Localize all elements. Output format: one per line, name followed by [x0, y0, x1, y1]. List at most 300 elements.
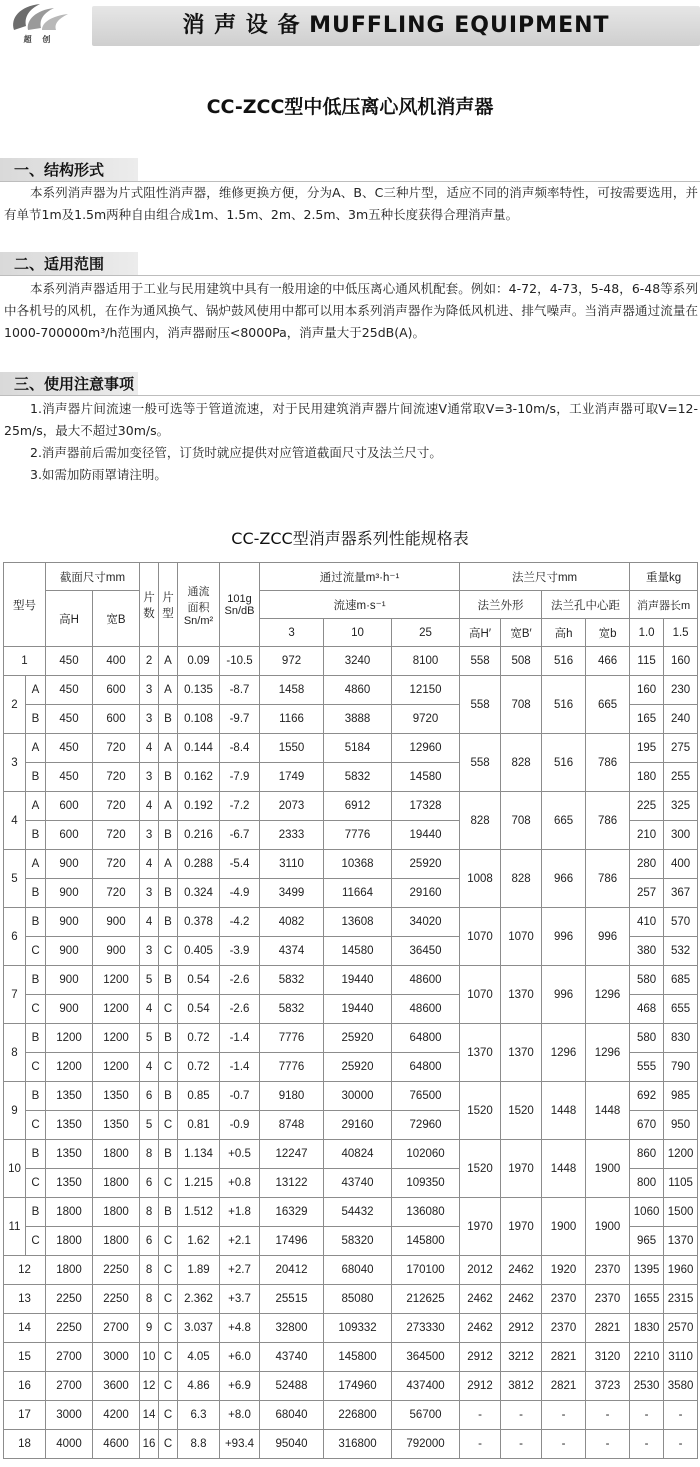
flange-cell: 2370: [542, 1285, 586, 1314]
note-item: 3.如需加防雨罩请注明。: [30, 467, 167, 482]
value-cell: -2.6: [220, 995, 260, 1024]
value-cell: +6.9: [220, 1372, 260, 1401]
weight-cell: 1500: [664, 1198, 698, 1227]
submodel-cell: B: [26, 705, 46, 734]
flange-cell: 708: [501, 792, 542, 850]
model-cell: 14: [4, 1314, 46, 1343]
flange-cell: 1520: [501, 1082, 542, 1140]
value-cell: 6.3: [178, 1401, 220, 1430]
value-cell: 1200: [46, 1053, 93, 1082]
flange-cell: 1520: [460, 1140, 501, 1198]
header-len-1: 1.0: [630, 619, 664, 647]
weight-cell: 115: [630, 647, 664, 676]
value-cell: 2250: [46, 1314, 93, 1343]
table-row: [4, 1256, 698, 1285]
value-cell: +93.4: [220, 1430, 260, 1459]
value-cell: A: [159, 676, 178, 705]
value-cell: 450: [46, 763, 93, 792]
header-model: [4, 563, 46, 647]
table-row: [4, 1401, 698, 1430]
value-cell: 76500: [392, 1082, 460, 1111]
flange-cell: 1070: [460, 966, 501, 1024]
weight-cell: 195: [630, 734, 664, 763]
flange-cell: 1296: [586, 966, 630, 1024]
value-cell: -3.9: [220, 937, 260, 966]
value-cell: 273330: [392, 1314, 460, 1343]
weight-cell: -: [630, 1401, 664, 1430]
value-cell: -8.4: [220, 734, 260, 763]
section-heading-text: 二、适用范围: [14, 255, 105, 273]
section-heading-text: 一、结构形式: [14, 161, 105, 179]
header-text: 数: [143, 607, 155, 620]
flange-cell: 1520: [460, 1082, 501, 1140]
value-cell: 14: [140, 1401, 159, 1430]
value-cell: 2250: [93, 1256, 140, 1285]
header-plate-count: [140, 563, 159, 647]
value-cell: 6912: [324, 792, 392, 821]
flange-cell: -: [460, 1430, 501, 1459]
value-cell: 3888: [324, 705, 392, 734]
header-text: Sn/m²: [183, 614, 214, 627]
submodel-cell: C: [26, 995, 46, 1024]
header-v3: 3: [260, 619, 324, 647]
value-cell: 900: [46, 937, 93, 966]
value-cell: 437400: [392, 1372, 460, 1401]
value-cell: 1200: [93, 966, 140, 995]
header-text: 片: [143, 591, 155, 604]
value-cell: 5: [140, 1111, 159, 1140]
value-cell: 9: [140, 1314, 159, 1343]
value-cell: 900: [46, 995, 93, 1024]
value-cell: 720: [93, 792, 140, 821]
weight-cell: 950: [664, 1111, 698, 1140]
value-cell: C: [159, 1314, 178, 1343]
value-cell: 4200: [93, 1401, 140, 1430]
value-cell: 4.05: [178, 1343, 220, 1372]
value-cell: C: [159, 1343, 178, 1372]
value-cell: 4: [140, 734, 159, 763]
header-v25: 25: [392, 619, 460, 647]
value-cell: 68040: [324, 1256, 392, 1285]
model-cell: 2: [4, 676, 26, 734]
value-cell: 8.8: [178, 1430, 220, 1459]
value-cell: 14580: [392, 763, 460, 792]
value-cell: 600: [46, 821, 93, 850]
weight-cell: 2315: [664, 1285, 698, 1314]
weight-cell: 400: [664, 850, 698, 879]
weight-cell: 2570: [664, 1314, 698, 1343]
spec-table: [3, 562, 698, 1459]
weight-cell: 670: [630, 1111, 664, 1140]
weight-cell: 800: [630, 1169, 664, 1198]
value-cell: 8: [140, 1198, 159, 1227]
model-cell: 7: [4, 966, 26, 1024]
model-cell: 9: [4, 1082, 26, 1140]
value-cell: 19440: [324, 966, 392, 995]
value-cell: 4.86: [178, 1372, 220, 1401]
section-heading-text: 三、使用注意事项: [14, 375, 135, 393]
value-cell: 43740: [260, 1343, 324, 1372]
submodel-cell: B: [26, 763, 46, 792]
value-cell: 0.54: [178, 966, 220, 995]
weight-cell: 255: [664, 763, 698, 792]
value-cell: 68040: [260, 1401, 324, 1430]
value-cell: 30000: [324, 1082, 392, 1111]
value-cell: 13608: [324, 908, 392, 937]
value-cell: 2: [140, 647, 159, 676]
weight-cell: 965: [630, 1227, 664, 1256]
model-cell: 16: [4, 1372, 46, 1401]
model-cell: 4: [4, 792, 26, 850]
weight-cell: 3580: [664, 1372, 698, 1401]
flange-cell: 516: [542, 734, 586, 792]
flange-cell: 1900: [542, 1198, 586, 1256]
flange-cell: 2370: [586, 1256, 630, 1285]
value-cell: C: [159, 937, 178, 966]
flange-cell: 1970: [501, 1140, 542, 1198]
value-cell: 17496: [260, 1227, 324, 1256]
header-hole-h: 高h: [542, 619, 586, 647]
table-row: [4, 1343, 698, 1372]
value-cell: -6.7: [220, 821, 260, 850]
value-cell: 0.324: [178, 879, 220, 908]
value-cell: 109350: [392, 1169, 460, 1198]
model-cell: 12: [4, 1256, 46, 1285]
table-row: [4, 1140, 698, 1169]
flange-cell: 2912: [460, 1372, 501, 1401]
value-cell: 5: [140, 966, 159, 995]
weight-cell: 985: [664, 1082, 698, 1111]
page-header: [0, 0, 700, 52]
weight-cell: 1395: [630, 1256, 664, 1285]
value-cell: 3: [140, 879, 159, 908]
table-row: [4, 1082, 698, 1111]
value-cell: 52488: [260, 1372, 324, 1401]
table-row: [4, 850, 698, 879]
flange-cell: 558: [460, 676, 501, 734]
value-cell: 9180: [260, 1082, 324, 1111]
submodel-cell: B: [26, 966, 46, 995]
value-cell: 25920: [324, 1024, 392, 1053]
flange-cell: 1008: [460, 850, 501, 908]
value-cell: 13122: [260, 1169, 324, 1198]
flange-cell: -: [586, 1401, 630, 1430]
header-plate-type: [159, 563, 178, 647]
flange-cell: 786: [586, 734, 630, 792]
value-cell: 1200: [93, 1053, 140, 1082]
value-cell: -2.6: [220, 966, 260, 995]
value-cell: C: [159, 995, 178, 1024]
value-cell: B: [159, 821, 178, 850]
value-cell: 212625: [392, 1285, 460, 1314]
flange-cell: 665: [586, 676, 630, 734]
value-cell: 1800: [93, 1198, 140, 1227]
header-len-15: 1.5: [664, 619, 698, 647]
flange-cell: 3723: [586, 1372, 630, 1401]
value-cell: 8: [140, 1256, 159, 1285]
header-flange-b: 宽B′: [501, 619, 542, 647]
weight-cell: 240: [664, 705, 698, 734]
value-cell: +1.8: [220, 1198, 260, 1227]
submodel-cell: B: [26, 1082, 46, 1111]
value-cell: 0.162: [178, 763, 220, 792]
flange-cell: 1370: [460, 1024, 501, 1082]
value-cell: 2700: [93, 1314, 140, 1343]
value-cell: 0.72: [178, 1053, 220, 1082]
value-cell: 2333: [260, 821, 324, 850]
value-cell: +8.0: [220, 1401, 260, 1430]
value-cell: B: [159, 879, 178, 908]
value-cell: 36450: [392, 937, 460, 966]
submodel-cell: B: [26, 821, 46, 850]
flange-cell: -: [501, 1430, 542, 1459]
value-cell: 56700: [392, 1401, 460, 1430]
value-cell: 40824: [324, 1140, 392, 1169]
value-cell: 64800: [392, 1053, 460, 1082]
header-hole-b: 宽b: [586, 619, 630, 647]
header-flange-outer: 法兰外形: [460, 591, 542, 619]
value-cell: A: [159, 792, 178, 821]
header-flange: 法兰尺寸mm: [460, 563, 630, 591]
value-cell: B: [159, 1140, 178, 1169]
header-text: 片: [162, 591, 174, 604]
flange-cell: -: [542, 1401, 586, 1430]
weight-cell: 165: [630, 705, 664, 734]
table-row: [4, 1285, 698, 1314]
value-cell: -0.9: [220, 1111, 260, 1140]
table-row: [4, 908, 698, 937]
flange-cell: 558: [460, 734, 501, 792]
flange-cell: 2462: [501, 1256, 542, 1285]
section-heading-structure: [0, 158, 138, 182]
value-cell: 720: [93, 763, 140, 792]
flange-cell: 516: [542, 647, 586, 676]
weight-cell: 655: [664, 995, 698, 1024]
value-cell: 0.135: [178, 676, 220, 705]
value-cell: 8748: [260, 1111, 324, 1140]
table-row: [4, 1024, 698, 1053]
value-cell: 3110: [260, 850, 324, 879]
value-cell: +0.5: [220, 1140, 260, 1169]
value-cell: 136080: [392, 1198, 460, 1227]
value-cell: 2.362: [178, 1285, 220, 1314]
value-cell: 4374: [260, 937, 324, 966]
model-cell: 17: [4, 1401, 46, 1430]
value-cell: 450: [46, 676, 93, 705]
submodel-cell: B: [26, 1024, 46, 1053]
flange-cell: 2370: [586, 1285, 630, 1314]
value-cell: 0.09: [178, 647, 220, 676]
logo-text: 超 创: [23, 35, 55, 44]
value-cell: 145800: [324, 1343, 392, 1372]
header-height: 高H: [46, 591, 93, 647]
weight-cell: 2530: [630, 1372, 664, 1401]
value-cell: 109332: [324, 1314, 392, 1343]
section-heading-notes: [0, 372, 138, 396]
company-logo: [6, 0, 72, 48]
section-paragraph: [4, 182, 698, 226]
paragraph-text: 本系列消声器适用于工业与民用建筑中具有一般用途的中低压离心通风机配套。例如：4-72，4-73，5-48，6-48等系列中各机号的风机，在作为通风换气、锅炉鼓风使用中都可以用本系列消声器作为降低风机进、排气噪声。当消声器通过流量在1000-700000m³/h范围内，消声器耐压<8000Pa，消声量大于25dB(A)。: [4, 281, 698, 340]
value-cell: 226800: [324, 1401, 392, 1430]
weight-cell: 1960: [664, 1256, 698, 1285]
value-cell: 3000: [93, 1343, 140, 1372]
value-cell: 900: [46, 879, 93, 908]
value-cell: 0.288: [178, 850, 220, 879]
value-cell: 2700: [46, 1372, 93, 1401]
submodel-cell: C: [26, 1227, 46, 1256]
flange-cell: 2912: [501, 1314, 542, 1343]
value-cell: 7776: [260, 1053, 324, 1082]
weight-cell: 210: [630, 821, 664, 850]
value-cell: 3499: [260, 879, 324, 908]
weight-cell: 367: [664, 879, 698, 908]
value-cell: 4860: [324, 676, 392, 705]
model-cell: 10: [4, 1140, 26, 1198]
section-divider: [0, 275, 700, 276]
value-cell: -10.5: [220, 647, 260, 676]
flange-cell: 996: [586, 908, 630, 966]
title-banner: [92, 6, 700, 46]
value-cell: 8100: [392, 647, 460, 676]
table-row: [4, 1198, 698, 1227]
flange-cell: 1448: [542, 1140, 586, 1198]
value-cell: B: [159, 1198, 178, 1227]
value-cell: 3000: [46, 1401, 93, 1430]
flange-cell: 786: [586, 792, 630, 850]
header-text: 型号: [13, 599, 36, 612]
flange-cell: 665: [542, 792, 586, 850]
value-cell: 5832: [324, 763, 392, 792]
value-cell: 48600: [392, 995, 460, 1024]
value-cell: C: [159, 1285, 178, 1314]
value-cell: -9.7: [220, 705, 260, 734]
value-cell: 16: [140, 1430, 159, 1459]
value-cell: 11664: [324, 879, 392, 908]
table-row: [4, 647, 698, 676]
flange-cell: 508: [501, 647, 542, 676]
value-cell: B: [159, 1024, 178, 1053]
value-cell: 19440: [324, 995, 392, 1024]
value-cell: 0.378: [178, 908, 220, 937]
submodel-cell: A: [26, 850, 46, 879]
value-cell: 1.512: [178, 1198, 220, 1227]
value-cell: -5.4: [220, 850, 260, 879]
value-cell: 4000: [46, 1430, 93, 1459]
value-cell: +2.1: [220, 1227, 260, 1256]
table-row: [4, 792, 698, 821]
table-row: [4, 676, 698, 705]
flange-cell: 996: [542, 966, 586, 1024]
submodel-cell: C: [26, 1111, 46, 1140]
value-cell: 1350: [46, 1169, 93, 1198]
value-cell: 170100: [392, 1256, 460, 1285]
value-cell: 3: [140, 763, 159, 792]
header-flange-h: 高H′: [460, 619, 501, 647]
paragraph-text: 本系列消声器为片式阻性消声器，维修更换方便，分为A、B、C三种片型，适应不同的消声频率特性，可按需要选用，并有单节1m及1.5m两种自由组合成1m、1.5m、2m、2.5m、3m五种长度获得合理消声量。: [4, 185, 698, 222]
header-log-area: [220, 563, 260, 647]
value-cell: 72960: [392, 1111, 460, 1140]
value-cell: 10368: [324, 850, 392, 879]
weight-cell: 1830: [630, 1314, 664, 1343]
weight-cell: 410: [630, 908, 664, 937]
value-cell: 25920: [324, 1053, 392, 1082]
table-row: [4, 734, 698, 763]
value-cell: 0.405: [178, 937, 220, 966]
flange-cell: 1900: [586, 1140, 630, 1198]
value-cell: 5832: [260, 966, 324, 995]
section-heading-scope: [0, 252, 138, 276]
weight-cell: 300: [664, 821, 698, 850]
weight-cell: 160: [630, 676, 664, 705]
submodel-cell: B: [26, 1198, 46, 1227]
value-cell: 4: [140, 792, 159, 821]
value-cell: 16329: [260, 1198, 324, 1227]
value-cell: 1350: [93, 1082, 140, 1111]
value-cell: 20412: [260, 1256, 324, 1285]
submodel-cell: C: [26, 937, 46, 966]
value-cell: 600: [93, 676, 140, 705]
value-cell: C: [159, 1169, 178, 1198]
value-cell: 1350: [46, 1111, 93, 1140]
weight-cell: 2210: [630, 1343, 664, 1372]
header-weight: 重量kg: [630, 563, 698, 591]
flange-cell: 2912: [460, 1343, 501, 1372]
weight-cell: 325: [664, 792, 698, 821]
model-cell: 1: [4, 647, 46, 676]
weight-cell: 275: [664, 734, 698, 763]
flange-cell: 828: [460, 792, 501, 850]
banner-title: 消 声 设 备 MUFFLING EQUIPMENT: [182, 13, 610, 38]
value-cell: C: [159, 1111, 178, 1140]
note-item: 1.消声器片间流速一般可选等于管道流速，对于民用建筑消声器片间流速V通常取V=3-10m/s，工业消声器可取V=12-25m/s，最大不超过30m/s。: [4, 401, 698, 438]
value-cell: 1.215: [178, 1169, 220, 1198]
value-cell: 145800: [392, 1227, 460, 1256]
value-cell: 95040: [260, 1430, 324, 1459]
value-cell: C: [159, 1256, 178, 1285]
section-paragraph: [4, 278, 698, 344]
value-cell: 400: [93, 647, 140, 676]
weight-cell: 380: [630, 937, 664, 966]
value-cell: 972: [260, 647, 324, 676]
model-cell: 5: [4, 850, 26, 908]
value-cell: 3: [140, 821, 159, 850]
value-cell: C: [159, 1053, 178, 1082]
flange-cell: 466: [586, 647, 630, 676]
value-cell: 48600: [392, 966, 460, 995]
value-cell: 6: [140, 1227, 159, 1256]
model-cell: 13: [4, 1285, 46, 1314]
value-cell: 174960: [324, 1372, 392, 1401]
value-cell: 3: [140, 705, 159, 734]
value-cell: 3.037: [178, 1314, 220, 1343]
flange-cell: 1370: [501, 966, 542, 1024]
value-cell: C: [159, 1227, 178, 1256]
value-cell: 600: [46, 792, 93, 821]
value-cell: 9720: [392, 705, 460, 734]
value-cell: 43740: [324, 1169, 392, 1198]
flange-cell: 3212: [501, 1343, 542, 1372]
flange-cell: 2821: [542, 1372, 586, 1401]
model-cell: 18: [4, 1430, 46, 1459]
flange-cell: 1296: [586, 1024, 630, 1082]
value-cell: 64800: [392, 1024, 460, 1053]
header-text: 型: [162, 607, 174, 620]
flange-cell: -: [586, 1430, 630, 1459]
value-cell: -7.2: [220, 792, 260, 821]
value-cell: 29160: [324, 1111, 392, 1140]
value-cell: 5832: [260, 995, 324, 1024]
model-cell: 11: [4, 1198, 26, 1256]
